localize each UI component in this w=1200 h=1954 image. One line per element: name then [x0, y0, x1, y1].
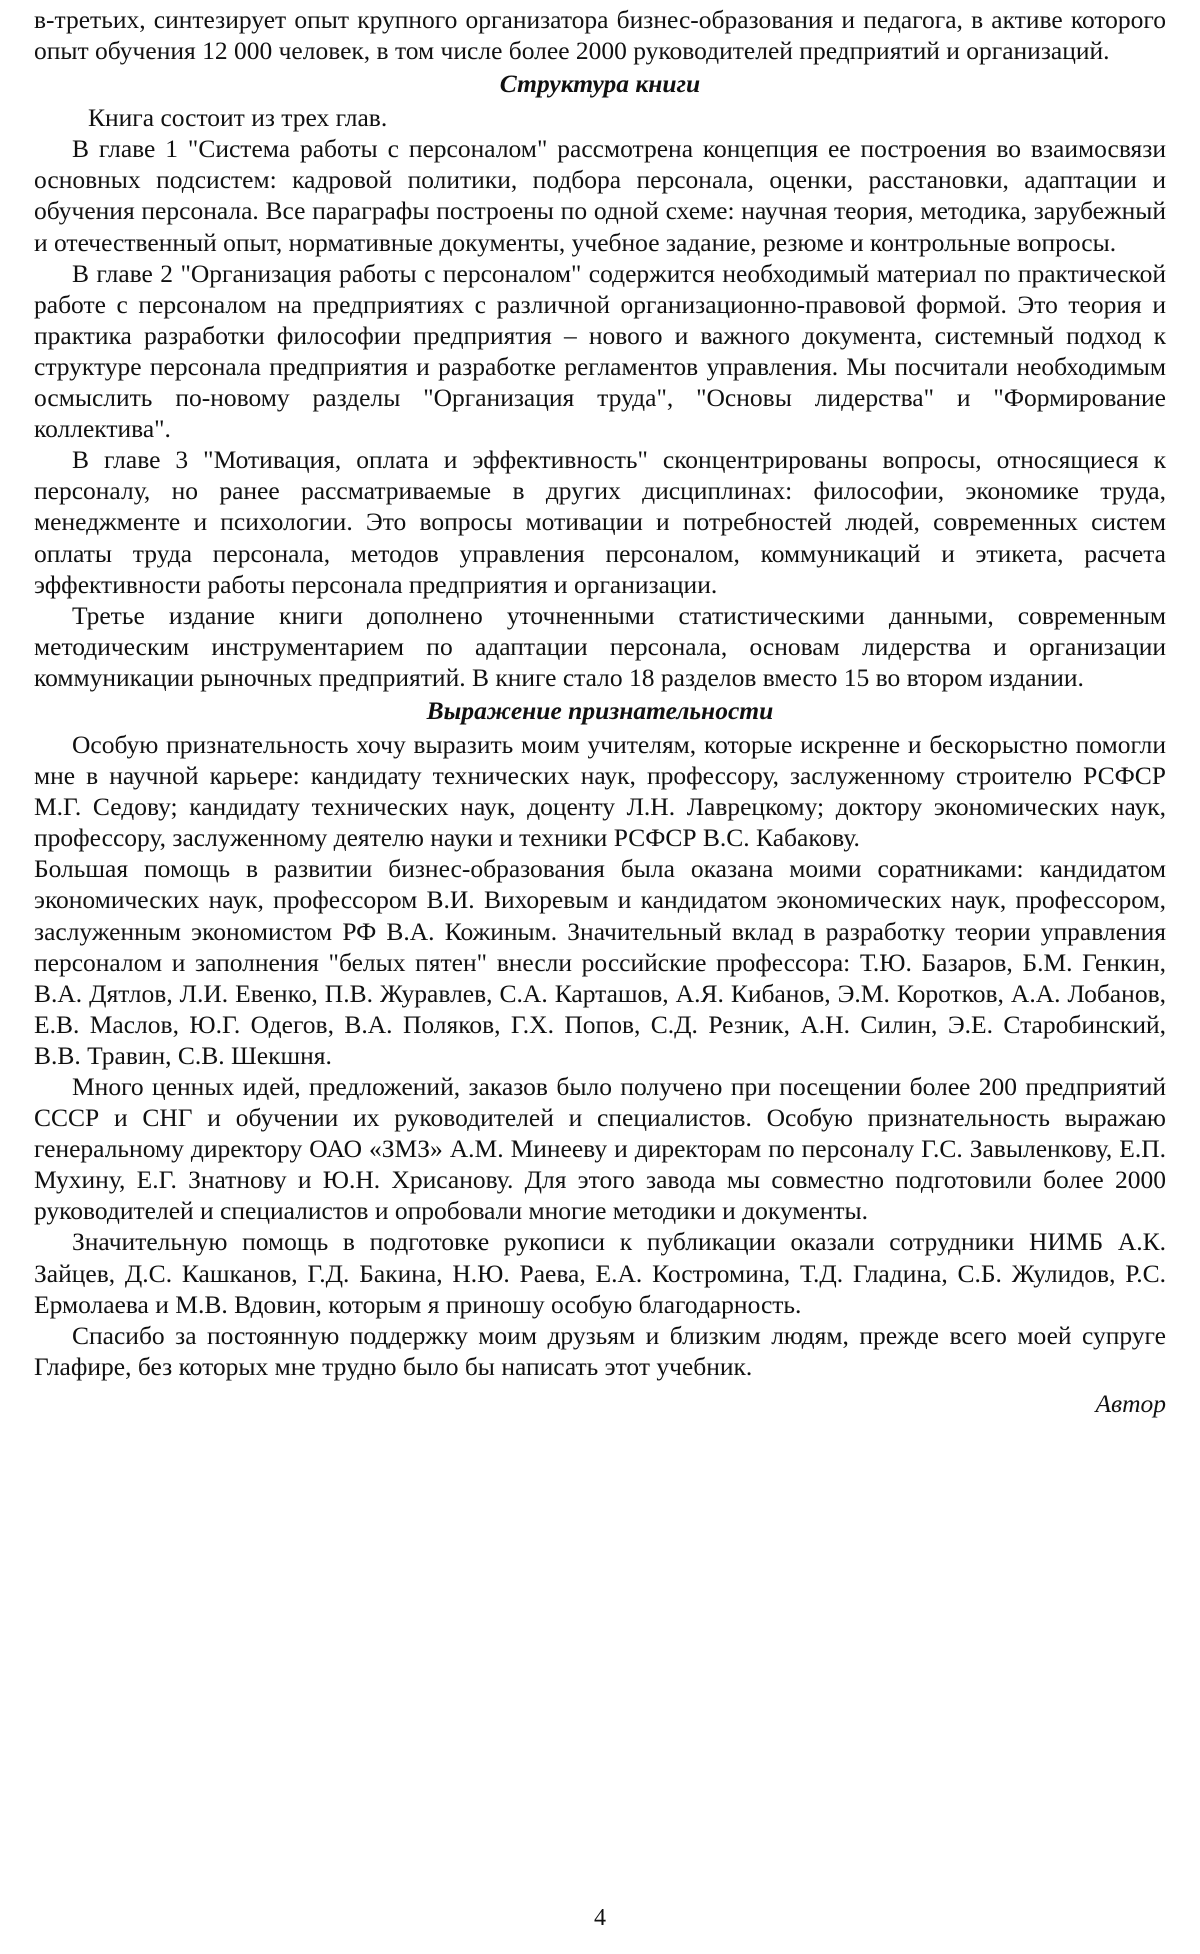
structure-paragraph-1: Книга состоит из трех глав.	[88, 103, 388, 133]
gratitude-paragraph-3: Много ценных идей, предложений, заказов было получено при посещении более 200 предприятий СССР и СНГ и обучении их руководителей и специалистов. Особую признательность выражаю генеральному директору ОАО «ЗМЗ» А.М. Минееву и директорам по персоналу Г.С. Завыленкову, Е.П. Мухину, Е.Г. Знатнову и Ю.Н. Хрисанову. Для этого завода мы совместно подготовили более 2000 руководителей и специалистов и опробовали многие методики и документы.	[34, 1072, 1166, 1226]
structure-paragraph-5: Третье издание книги дополнено уточненными статистическими данными, современным методическим инструментарием по адаптации персонала, основам лидерства и организации коммуникации рыночных предприятий. В книге стало 18 разделов вместо 15 во втором издании.	[34, 600, 1166, 692]
author-signature: Автор	[1095, 1388, 1166, 1418]
gratitude-paragraph-4: Значительную помощь в подготовке рукописи к публикации оказали сотрудники НИМБ А.К. Зайцев, Д.С. Кашканов, Г.Д. Бакина, Н.Ю. Раева, Е.А. Костромина, Т.Д. Гладина, С.Б. Жулидов, Р.С. Ермолаева и М.В. Вдовин, которым я приношу особую благодарность.	[34, 1227, 1166, 1319]
gratitude-paragraph-1: Особую признательность хочу выразить моим учителям, которые искренне и бескорыстно помогли мне в научной карьере: кандидату технических наук, профессору, заслуженному строителю РСФСР М.Г. Седову; кандидату технических наук, доценту Л.Н. Лаврецкому; доктору экономических наук, профессору, заслуженному деятелю науки и техники РСФСР В.С. Кабакову.	[34, 729, 1166, 853]
structure-paragraph-2: В главе 1 "Система работы с персоналом" рассмотрена концепция ее построения во взаимосвязи основных подсистем: кадровой политики, подбора персонала, оценки, расстановки, адаптации и обучения персонала. Все параграфы построены по одной схеме: научная теория, методика, зарубежный и отечественный опыт, нормативные документы, учебное задание, резюме и контрольные вопросы.	[34, 134, 1166, 257]
structure-heading: Структура книги	[499, 69, 701, 99]
structure-paragraph-3: В главе 2 "Организация работы с персоналом" содержится необходимый материал по практической работе с персоналом на предприятиях с различной организационно-правовой формой. Это теория и практика разработки философии предприятия – нового и важного документа, системный подход к структуре персонала предприятия и разработке регламентов управления. Мы посчитали необходимым осмыслить по-новому разделы "Организация труда", "Основы лидерства" и "Формирование коллектива".	[34, 258, 1166, 444]
structure-paragraph-4: В главе 3 "Мотивация, оплата и эффективность" сконцентрированы вопросы, относящиеся к персоналу, но ранее рассматриваемые в других дисциплинах: философии, экономике труда, менеджменте и психологии. Это вопросы мотивации и потребностей людей, современных систем оплаты труда персонала, методов управления персоналом, коммуникаций и этикета, расчета эффективности работы персонала предприятия и организации.	[34, 445, 1166, 599]
page-number: 4	[594, 1905, 606, 1931]
gratitude-paragraph-5: Спасибо за постоянную поддержку моим друзьям и близким людям, прежде всего моей супруге Глафире, без которых мне трудно было бы написать этот учебник.	[34, 1320, 1166, 1381]
gratitude-heading: Выражение признательности	[426, 695, 774, 725]
gratitude-paragraph-2: Большая помощь в развитии бизнес-образования была оказана моими соратниками: кандидатом экономических наук, профессором В.И. Вихоревым и кандидатом экономических наук, профессором, заслуженным экономистом РФ В.А. Кожиным. Значительный вклад в разработку теории управления персоналом и заполнения "белых пятен" внесли российские профессора: Т.Ю. Базаров, Б.М. Генкин, В.А. Дятлов, Л.И. Евенко, П.В. Журавлев, С.А. Карташов, А.Я. Кибанов, Э.М. Коротков, А.А. Лобанов, Е.В. Маслов, Ю.Г. Одегов, В.А. Поляков, Г.Х. Попов, С.Д. Резник, А.Н. Силин, Э.Е. Старобинский, В.В. Травин, С.В. Шекшня.	[34, 854, 1166, 1070]
intro-paragraph: в-третьих, синтезирует опыт крупного организатора бизнес-образования и педагога, в активе которого опыт обучения 12 000 человек, в том числе более 2000 руководителей предприятий и организаций.	[34, 5, 1166, 66]
